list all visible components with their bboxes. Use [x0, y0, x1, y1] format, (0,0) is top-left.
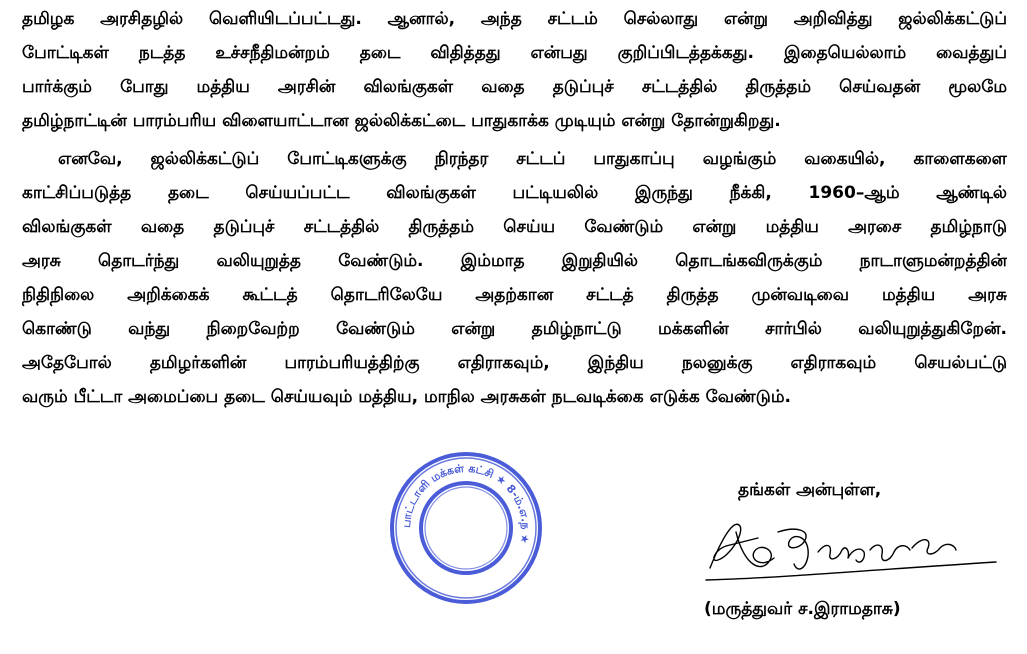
- letter-line-12: வரும் பீட்டா அமைப்பை தடை செய்யவும் மத்திய, மாநில அரசுகள் நடவடிக்கை எடுக்க வேண்டும்.: [22, 387, 791, 407]
- letter-line-8: அரசு தொடர்ந்து வலியுறுத்த வேண்டும். இம்மாத இறுதியில் தொடங்கவிருக்கும் நாடாளுமன்றத்தின்: [22, 251, 1007, 271]
- letter-line-5: எனவே, ஜல்லிக்கட்டுப் போட்டிகளுக்கு நிரந்தர சட்டப் பாதுகாப்பு வழங்கும் வகையில், காளைகளை: [58, 149, 1007, 169]
- party-seal-stamp: [384, 448, 548, 608]
- letter-line-2: போட்டிகள் நடத்த உச்சநீதிமன்றம் தடை விதித்தது என்பது குறிப்பிடத்தக்கது. இதையெல்லாம் வைத்துப்: [22, 43, 1007, 63]
- letter-line-7: விலங்குகள் வதை தடுப்புச் சட்டத்தில் திருத்தம் செய்ய வேண்டும் என்று மத்திய அரசை தமிழ்நாடு: [22, 217, 1007, 237]
- letter-closing: தங்கள் அன்புள்ள,: [738, 480, 882, 500]
- letter-line-3: பார்க்கும் போது மத்திய அரசின் விலங்குகள் வதை தடுப்புச் சட்டத்தில் திருத்தம் செய்வதன் மூலமே: [22, 77, 1007, 97]
- letter-line-6: காட்சிப்படுத்த தடை செய்யப்பட்ட விலங்குகள் பட்டியலில் இருந்து நீக்கி, 1960–ஆம் ஆண்டில்: [22, 183, 1007, 203]
- letter-line-11: அதேபோல் தமிழர்களின் பாரம்பரியத்திற்கு எதிராகவும், இந்திய நலனுக்கு எதிராகவும் செயல்பட்டு: [22, 353, 1007, 373]
- handwritten-signature: [700, 508, 1000, 590]
- letter-line-4: தமிழ்நாட்டின் பாரம்பரிய விளையாட்டான ஜல்லிக்கட்டை பாதுகாக்க முடியும் என்று தோன்றுகிறது.: [22, 111, 781, 131]
- letter-line-10: கொண்டு வந்து நிறைவேற்ற வேண்டும் என்று தமிழ்நாட்டு மக்களின் சார்பில் வலியுறுத்துகிறேன்.: [22, 319, 1007, 339]
- signer-name: (மருத்துவர் ச.இராமதாசு): [704, 599, 901, 619]
- letter-line-9: நிதிநிலை அறிக்கைக் கூட்டத் தொடரிலேயே அதற்கான சட்டத் திருத்த முன்வடிவை மத்திய அரசு: [22, 285, 1007, 305]
- letter-line-1: தமிழக அரசிதழில் வெளியிடப்பட்டது. ஆனால், அந்த சட்டம் செல்லாது என்று அறிவித்து ஜல்லிக்கட்டுப்: [22, 9, 1007, 29]
- svg-text:பாட்டாளி மக்கள் கட்சி ★ 8-ம்.எ: பாட்டாளி மக்கள் கட்சி ★ 8-ம்.எ.ந ★: [399, 461, 533, 545]
